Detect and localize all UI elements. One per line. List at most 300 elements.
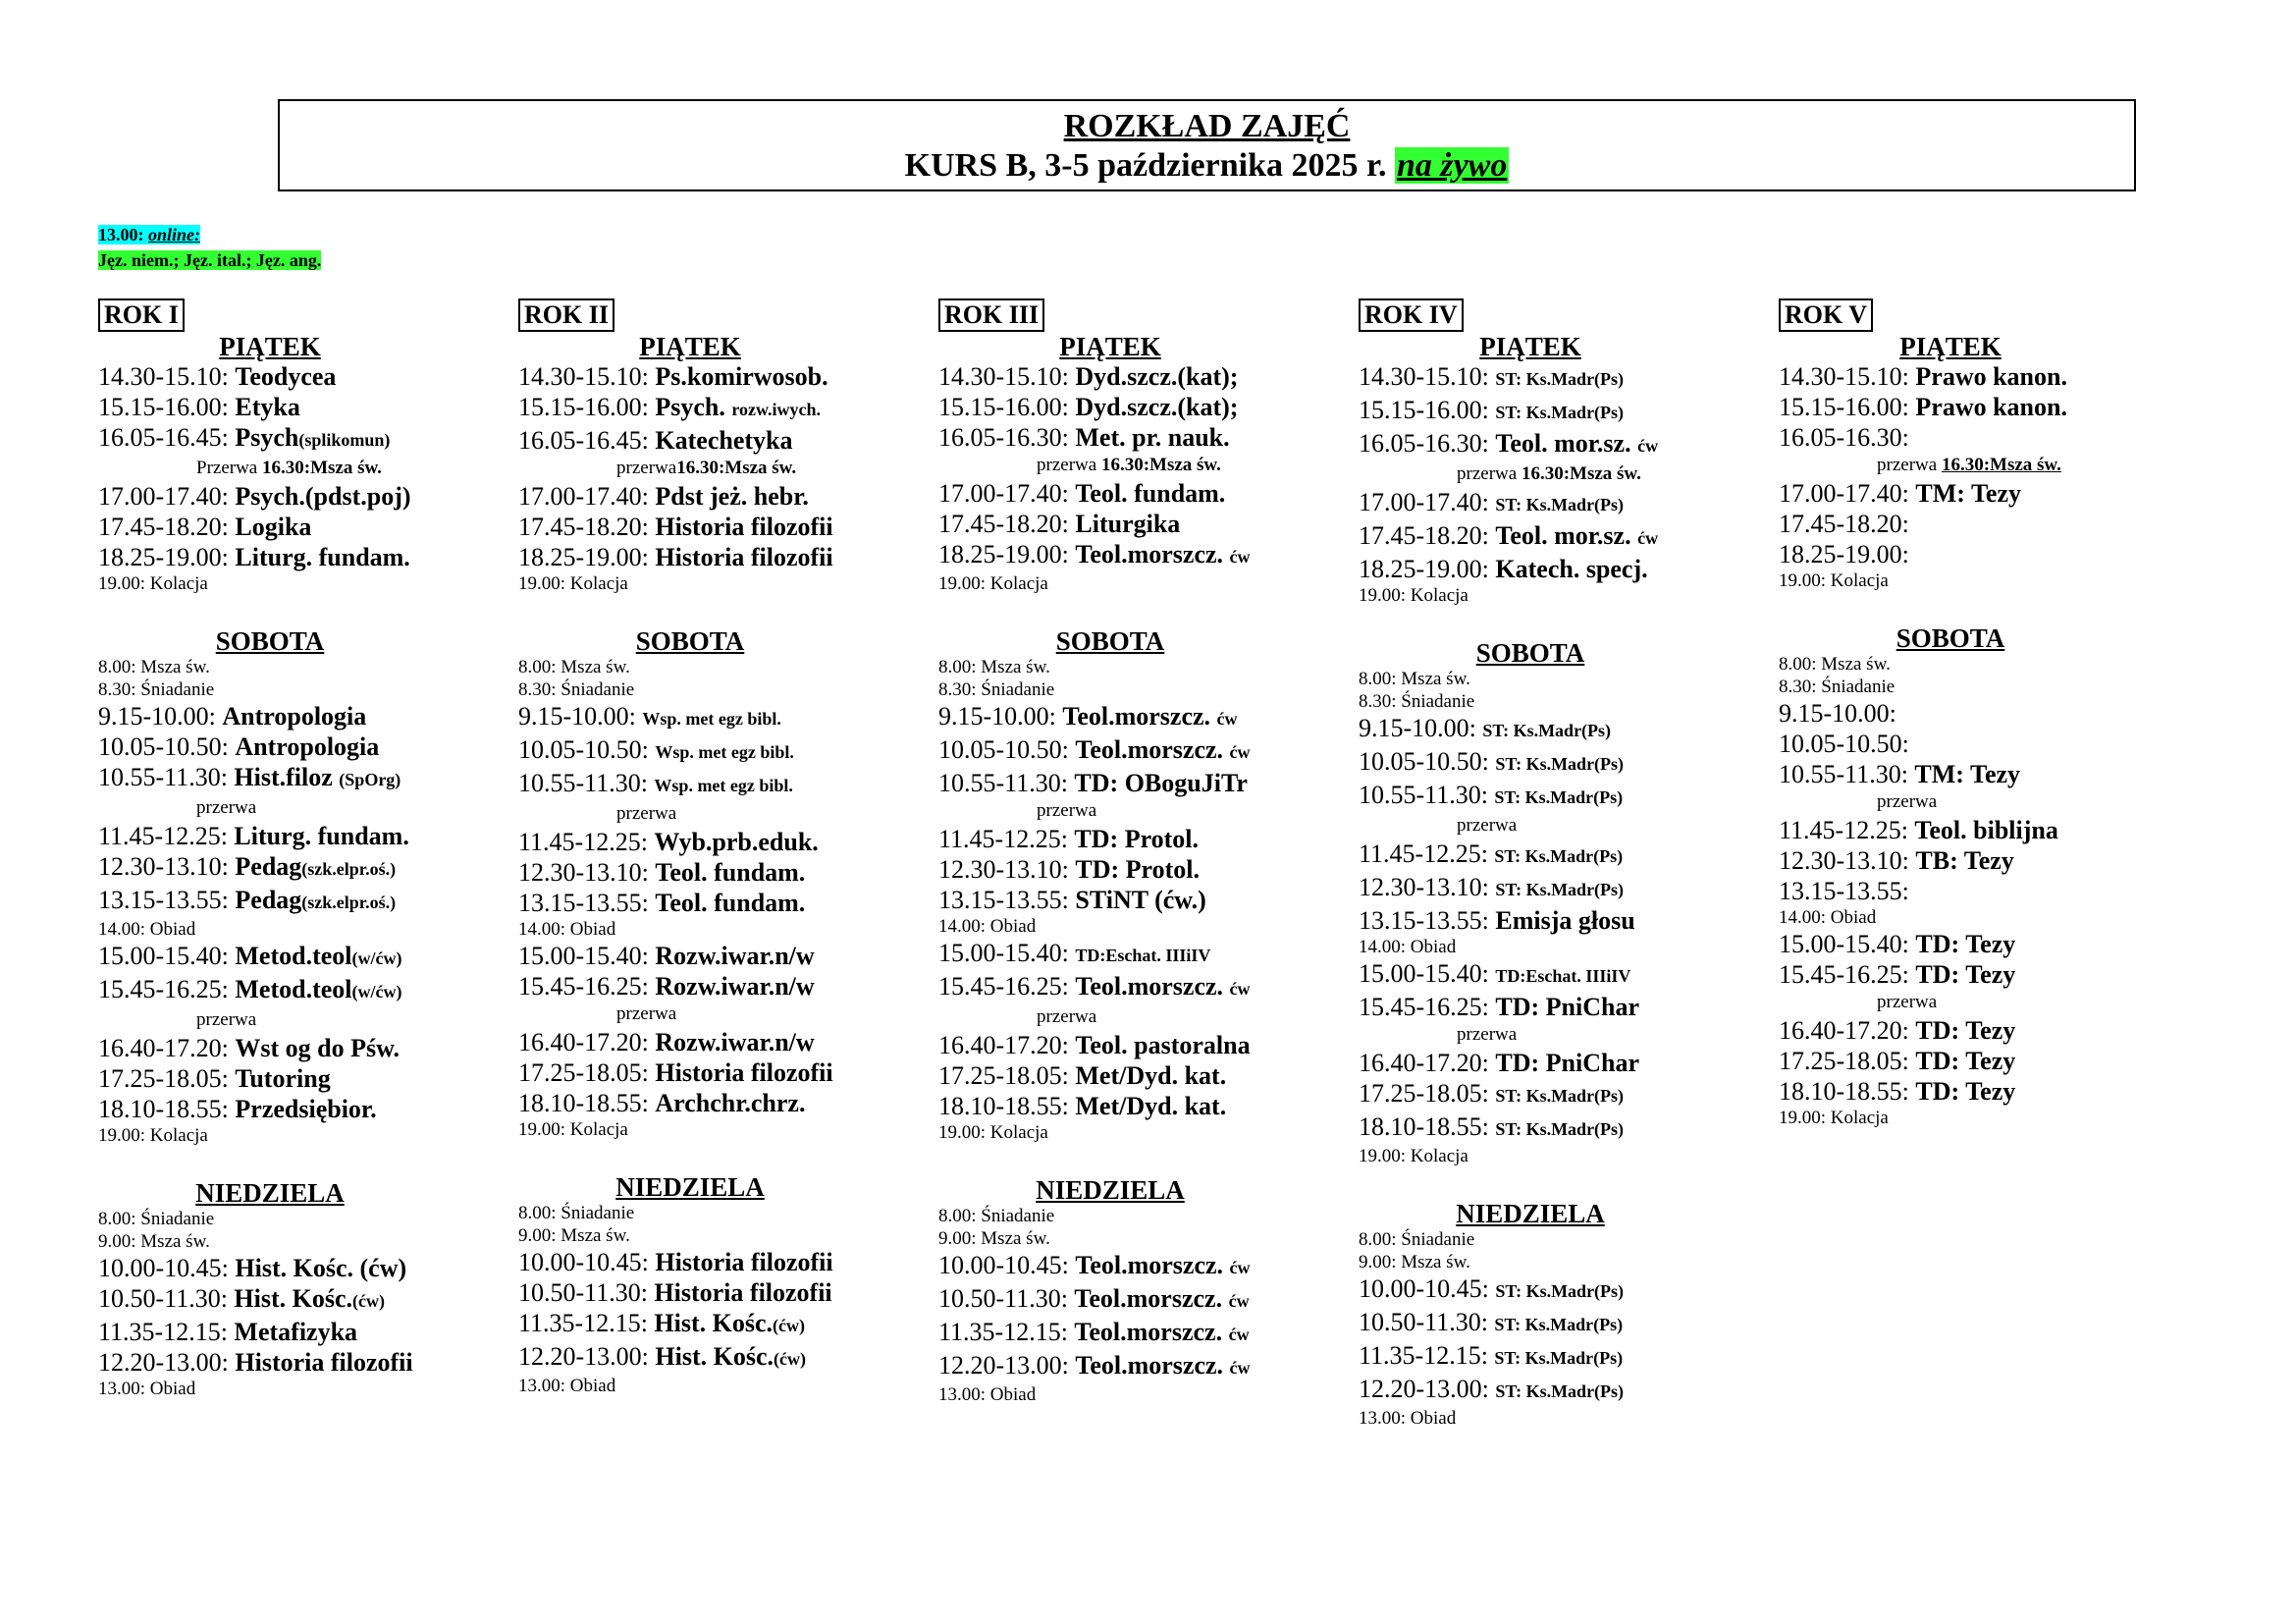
class-subject-detail: Wsp. met egz bibl. bbox=[654, 776, 793, 795]
class-time: 9.15-10.00: bbox=[1359, 714, 1483, 742]
class-time: 10.00-10.45: bbox=[1359, 1274, 1496, 1303]
schedule-row bbox=[938, 392, 1341, 422]
schedule-row bbox=[98, 731, 501, 762]
schedule-row bbox=[1359, 905, 1761, 936]
class-subject-detail: Wsp. met egz bibl. bbox=[642, 709, 781, 729]
class-subject-detail: ST: Ks.Madr(Ps) bbox=[1494, 1348, 1624, 1368]
schedule-row bbox=[98, 1094, 501, 1124]
schedule-row bbox=[1359, 746, 1761, 780]
day-heading: NIEDZIELA bbox=[195, 1178, 345, 1208]
class-time: 12.20-13.00: bbox=[98, 1348, 236, 1377]
class-time: 18.25-19.00: bbox=[518, 543, 656, 571]
day-heading: SOBOTA bbox=[1896, 623, 2005, 653]
class-subject: Hist. Kośc. (ćw) bbox=[235, 1254, 407, 1282]
class-subject: Rozw.iwar.n/w bbox=[655, 1028, 815, 1056]
class-subject-detail: TD:Eschat. IIIiIV bbox=[1495, 966, 1631, 986]
break-line bbox=[1359, 461, 1761, 487]
class-time: 18.25-19.00: bbox=[938, 540, 1076, 568]
schedule-row bbox=[938, 885, 1341, 915]
class-time: 17.00-17.40: bbox=[1359, 488, 1496, 516]
class-time: 17.00-17.40: bbox=[938, 479, 1076, 508]
subtitle-text: KURS B, 3-5 października 2025 r. bbox=[904, 147, 1395, 184]
schedule-row bbox=[98, 361, 501, 392]
class-time: 9.15-10.00: bbox=[938, 702, 1063, 731]
class-time: 10.05-10.50: bbox=[938, 735, 1076, 764]
class-subject: Liturgika bbox=[1075, 510, 1181, 538]
class-subject-detail: ćw bbox=[1637, 528, 1659, 548]
schedule-row bbox=[518, 827, 921, 857]
schedule-note: 19.00: Kolacja bbox=[938, 573, 1048, 594]
class-subject: TD: PniChar bbox=[1495, 1049, 1640, 1077]
class-time: 18.10-18.55: bbox=[938, 1092, 1076, 1120]
break-text: przerwa bbox=[196, 1009, 257, 1030]
schedule-row bbox=[938, 361, 1341, 392]
class-subject-detail: (szk.elpr.oś.) bbox=[301, 893, 397, 912]
schedule-row bbox=[938, 422, 1341, 453]
schedule-row bbox=[938, 854, 1341, 885]
column-rok-2 bbox=[518, 298, 921, 1397]
class-subject: Teodycea bbox=[235, 362, 337, 391]
class-time: 12.30-13.10: bbox=[1359, 873, 1496, 901]
schedule-row bbox=[1779, 929, 2181, 959]
schedule-row bbox=[1779, 422, 2181, 453]
class-time: 17.45-18.20: bbox=[518, 513, 656, 541]
schedule-row bbox=[1779, 1015, 2181, 1046]
class-subject: Teol. mor.sz. bbox=[1495, 521, 1638, 550]
class-subject: Teol.morszcz. bbox=[1075, 1351, 1230, 1380]
break-line bbox=[1779, 990, 2181, 1015]
schedule-row bbox=[938, 971, 1341, 1004]
class-subject: Teol.morszcz. bbox=[1075, 540, 1230, 568]
break-text: przerwa bbox=[1877, 791, 1938, 812]
schedule-note: 13.00: Obiad bbox=[518, 1376, 616, 1396]
class-subject: Katechetyka bbox=[655, 426, 793, 455]
schedule-row bbox=[1359, 839, 1761, 872]
class-subject: Teol. biblijna bbox=[1914, 816, 2058, 844]
class-subject-detail: ST: Ks.Madr(Ps) bbox=[1495, 1281, 1625, 1301]
class-subject: TB: Tezy bbox=[1915, 846, 2014, 875]
schedule-note: 14.00: Obiad bbox=[1359, 937, 1457, 957]
online-time-line bbox=[98, 225, 200, 244]
break-line bbox=[938, 453, 1341, 478]
class-subject: Rozw.iwar.n/w bbox=[655, 972, 815, 1001]
mass-note: 16.30:Msza św. bbox=[262, 458, 382, 478]
class-subject: Historia filozofii bbox=[655, 513, 833, 541]
class-subject: TD: OBoguJiTr bbox=[1074, 769, 1248, 797]
class-time: 10.50-11.30: bbox=[1359, 1308, 1495, 1336]
column-rok-4 bbox=[1359, 298, 1761, 1430]
class-subject-detail: (SpOrg) bbox=[339, 770, 401, 789]
class-subject-detail: ST: Ks.Madr(Ps) bbox=[1495, 403, 1625, 422]
day-spacer bbox=[518, 595, 921, 626]
break-line bbox=[98, 1007, 501, 1033]
class-subject-detail: ćw bbox=[1229, 979, 1251, 999]
class-time: 16.40-17.20: bbox=[518, 1028, 656, 1056]
schedule-note: 8.00: Śniadanie bbox=[518, 1203, 635, 1223]
class-subject: STiNT (ćw.) bbox=[1075, 886, 1206, 914]
schedule-note: 19.00: Kolacja bbox=[1779, 570, 1889, 591]
class-time: 11.35-12.15: bbox=[938, 1318, 1075, 1346]
class-time: 17.45-18.20: bbox=[98, 513, 236, 541]
schedule-note: 14.00: Obiad bbox=[1779, 907, 1877, 928]
schedule-note: 14.00: Obiad bbox=[938, 916, 1037, 937]
break-text: Przerwa bbox=[196, 458, 262, 478]
schedule-row bbox=[518, 971, 921, 1001]
class-time: 10.05-10.50: bbox=[1359, 747, 1496, 776]
class-subject: Logika bbox=[235, 513, 312, 541]
class-subject: Antropologia bbox=[222, 702, 367, 731]
class-subject: Katech. specj. bbox=[1495, 555, 1648, 583]
class-subject: Wyb.prb.eduk. bbox=[654, 828, 819, 856]
schedule-row bbox=[518, 1027, 921, 1057]
class-subject-detail: (ćw) bbox=[774, 1349, 806, 1369]
break-line bbox=[98, 456, 501, 481]
schedule-row bbox=[938, 1317, 1341, 1350]
class-time: 18.10-18.55: bbox=[98, 1095, 236, 1123]
class-time: 17.45-18.20: bbox=[1359, 521, 1496, 550]
class-time: 15.15-16.00: bbox=[938, 393, 1076, 421]
schedule-note: 19.00: Kolacja bbox=[1359, 1146, 1468, 1166]
schedule-row bbox=[98, 1033, 501, 1063]
schedule-row bbox=[1779, 698, 2181, 729]
break-text: przerwa bbox=[1457, 1024, 1518, 1045]
schedule-row bbox=[518, 481, 921, 512]
class-subject: Met. pr. nauk. bbox=[1075, 423, 1230, 452]
schedule-row bbox=[518, 512, 921, 542]
class-subject: Pdst jeż. hebr. bbox=[655, 482, 809, 511]
class-time: 11.35-12.15: bbox=[518, 1309, 655, 1337]
class-subject: Rozw.iwar.n/w bbox=[655, 942, 815, 970]
class-subject-detail: ST: Ks.Madr(Ps) bbox=[1495, 754, 1625, 774]
class-time: 17.45-18.20: bbox=[1779, 510, 1909, 538]
break-text: przerwa bbox=[1877, 455, 1942, 475]
schedule-note: 19.00: Kolacja bbox=[1779, 1108, 1889, 1128]
class-subject-detail: ćw bbox=[1229, 547, 1251, 567]
schedule-row bbox=[518, 1088, 921, 1118]
class-time: 18.10-18.55: bbox=[518, 1089, 656, 1117]
schedule-row bbox=[98, 821, 501, 851]
class-time: 14.30-15.10: bbox=[518, 362, 656, 391]
schedule-row bbox=[1359, 1078, 1761, 1111]
class-time: 15.00-15.40: bbox=[1779, 930, 1916, 958]
class-time: 12.30-13.10: bbox=[938, 855, 1076, 884]
class-time: 17.25-18.05: bbox=[518, 1058, 656, 1087]
class-subject: Teol. pastoralna bbox=[1075, 1031, 1251, 1059]
day-heading: SOBOTA bbox=[1475, 638, 1585, 668]
schedule-row bbox=[1359, 1374, 1761, 1407]
schedule-row bbox=[518, 768, 921, 801]
class-subject: Przedsiębior. bbox=[235, 1095, 377, 1123]
class-time: 17.00-17.40: bbox=[1779, 479, 1916, 508]
schedule-note: 8.00: Msza św. bbox=[1779, 654, 1891, 675]
schedule-row bbox=[938, 701, 1341, 734]
break-text: przerwa bbox=[1037, 455, 1101, 475]
schedule-row bbox=[1359, 1307, 1761, 1340]
class-subject: TD: Tezy bbox=[1915, 930, 2016, 958]
class-time: 15.15-16.00: bbox=[98, 393, 236, 421]
class-time: 16.40-17.20: bbox=[938, 1031, 1076, 1059]
break-text: przerwa bbox=[1457, 815, 1518, 836]
schedule-row bbox=[518, 1277, 921, 1308]
class-time: 10.50-11.30: bbox=[518, 1278, 655, 1307]
schedule-row bbox=[938, 478, 1341, 509]
schedule-row bbox=[1359, 958, 1761, 992]
schedule-row bbox=[938, 1030, 1341, 1060]
class-subject: Teol.morszcz. bbox=[1075, 972, 1230, 1001]
class-subject: Teol.morszcz. bbox=[1075, 1251, 1230, 1279]
schedule-row bbox=[518, 1057, 921, 1088]
class-time: 10.55-11.30: bbox=[938, 769, 1075, 797]
class-subject: Pedag bbox=[235, 886, 302, 914]
schedule-row bbox=[1359, 520, 1761, 554]
break-text: przerwa bbox=[1037, 800, 1097, 821]
class-time: 10.00-10.45: bbox=[938, 1251, 1076, 1279]
year-label: ROK I bbox=[98, 298, 185, 332]
class-subject-detail: ćw bbox=[1228, 1325, 1250, 1344]
class-time: 11.45-12.25: bbox=[518, 828, 655, 856]
live-badge: na żywo bbox=[1396, 147, 1508, 184]
schedule-row bbox=[938, 1283, 1341, 1317]
schedule-note: 19.00: Kolacja bbox=[98, 1125, 208, 1146]
schedule-row bbox=[1779, 845, 2181, 876]
class-time: 10.55-11.30: bbox=[98, 763, 235, 791]
year-label: ROK IV bbox=[1359, 298, 1464, 332]
schedule-row bbox=[518, 1308, 921, 1341]
schedule-row bbox=[938, 1350, 1341, 1383]
break-line bbox=[98, 795, 501, 821]
schedule-row bbox=[1779, 478, 2181, 509]
class-subject: Teol. fundam. bbox=[1075, 479, 1226, 508]
day-heading: PIĄTEK bbox=[639, 332, 741, 361]
class-subject-detail: (szk.elpr.oś.) bbox=[301, 859, 397, 879]
class-time: 16.05-16.30: bbox=[1779, 423, 1909, 452]
day-heading: NIEDZIELA bbox=[1456, 1199, 1605, 1228]
schedule-row bbox=[1359, 554, 1761, 584]
class-time: 14.30-15.10: bbox=[1359, 362, 1496, 391]
schedule-row bbox=[1359, 487, 1761, 520]
class-time: 16.05-16.45: bbox=[518, 426, 656, 455]
class-subject: Prawo kanon. bbox=[1915, 393, 2067, 421]
class-time: 15.00-15.40: bbox=[1359, 959, 1496, 988]
class-subject: Teol.morszcz. bbox=[1074, 1318, 1229, 1346]
schedule-row bbox=[1359, 1048, 1761, 1078]
break-line bbox=[1779, 789, 2181, 815]
year-label: ROK V bbox=[1779, 298, 1873, 332]
class-time: 12.20-13.00: bbox=[518, 1342, 656, 1371]
class-subject-detail: ST: Ks.Madr(Ps) bbox=[1495, 880, 1625, 899]
mass-note: 16.30:Msza św. bbox=[1521, 463, 1641, 484]
schedule-row bbox=[98, 701, 501, 731]
class-subject-detail: ST: Ks.Madr(Ps) bbox=[1494, 846, 1624, 866]
schedule-row bbox=[98, 1317, 501, 1347]
break-line bbox=[938, 1004, 1341, 1030]
class-time: 16.05-16.30: bbox=[1359, 429, 1496, 458]
schedule-note: 8.00: Msza św. bbox=[1359, 669, 1470, 689]
class-subject-detail: ćw bbox=[1229, 1258, 1251, 1277]
schedule-row bbox=[518, 701, 921, 734]
schedule-row bbox=[98, 974, 501, 1007]
day-spacer bbox=[1359, 607, 1761, 638]
schedule-row bbox=[98, 1063, 501, 1094]
class-time: 17.45-18.20: bbox=[938, 510, 1076, 538]
class-subject-detail: ST: Ks.Madr(Ps) bbox=[1495, 1086, 1625, 1106]
day-spacer bbox=[98, 1147, 501, 1178]
schedule-row bbox=[1359, 1340, 1761, 1374]
schedule-note: 8.00: Msza św. bbox=[938, 657, 1050, 677]
class-subject: TM: Tezy bbox=[1914, 760, 2021, 788]
class-time: 10.05-10.50: bbox=[1779, 730, 1909, 758]
class-subject-detail: (w/ćw) bbox=[351, 948, 402, 968]
schedule-row bbox=[518, 888, 921, 918]
class-subject: Hist. Kośc. bbox=[654, 1309, 774, 1337]
schedule-row bbox=[938, 938, 1341, 971]
schedule-row bbox=[1359, 428, 1761, 461]
schedule-row bbox=[1779, 509, 2181, 539]
schedule-row bbox=[938, 1250, 1341, 1283]
class-time: 9.15-10.00: bbox=[518, 702, 643, 731]
class-time: 16.40-17.20: bbox=[1359, 1049, 1496, 1077]
schedule-row bbox=[1779, 361, 2181, 392]
schedule-note: 9.00: Msza św. bbox=[938, 1228, 1050, 1249]
schedule-note: 8.00: Śniadanie bbox=[938, 1206, 1055, 1226]
class-subject: Hist. Kośc. bbox=[234, 1284, 353, 1313]
schedule-row bbox=[518, 425, 921, 456]
day-heading: PIĄTEK bbox=[1479, 332, 1581, 361]
class-time: 15.45-16.25: bbox=[518, 972, 656, 1001]
class-time: 15.00-15.40: bbox=[938, 939, 1076, 967]
schedule-row bbox=[518, 361, 921, 392]
column-rok-3 bbox=[938, 298, 1341, 1406]
schedule-row bbox=[98, 885, 501, 918]
day-heading: SOBOTA bbox=[635, 626, 745, 656]
class-time: 10.00-10.45: bbox=[518, 1248, 656, 1276]
schedule-note: 9.00: Msza św. bbox=[518, 1225, 630, 1246]
class-time: 17.25-18.05: bbox=[98, 1064, 236, 1093]
schedule-row bbox=[1359, 992, 1761, 1022]
schedule-note: 19.00: Kolacja bbox=[98, 573, 208, 594]
class-time: 18.25-19.00: bbox=[98, 543, 236, 571]
class-subject: Teol.morszcz. bbox=[1075, 735, 1230, 764]
class-subject: TD: PniChar bbox=[1495, 993, 1640, 1021]
class-subject-detail: ST: Ks.Madr(Ps) bbox=[1494, 787, 1624, 807]
schedule-row bbox=[1779, 815, 2181, 845]
mass-note: 16.30:Msza św. bbox=[1941, 455, 2061, 475]
class-time: 18.10-18.55: bbox=[1359, 1112, 1496, 1141]
schedule-row bbox=[518, 734, 921, 768]
class-time: 15.15-16.00: bbox=[1359, 396, 1496, 424]
class-subject: Historia filozofii bbox=[235, 1348, 413, 1377]
class-subject: TD: Protol. bbox=[1075, 855, 1201, 884]
class-time: 15.00-15.40: bbox=[98, 942, 236, 970]
class-subject: Psych.(pdst.poj) bbox=[235, 482, 411, 511]
schedule-note: 8.30: Śniadanie bbox=[1779, 677, 1896, 697]
class-time: 16.05-16.45: bbox=[98, 423, 236, 452]
day-spacer bbox=[1779, 592, 2181, 623]
class-subject: Hist.filoz bbox=[234, 763, 340, 791]
class-time: 13.15-13.55: bbox=[98, 886, 236, 914]
mass-note: 16.30:Msza św. bbox=[676, 458, 797, 478]
class-subject: Teol.morszcz. bbox=[1074, 1284, 1229, 1313]
class-subject: Historia filozofii bbox=[655, 1248, 833, 1276]
break-text: przerwa bbox=[616, 1003, 677, 1024]
schedule-note: 9.00: Msza św. bbox=[98, 1231, 210, 1252]
class-subject: TD: Tezy bbox=[1915, 1047, 2016, 1075]
class-subject-detail: ćw bbox=[1637, 436, 1659, 456]
class-time: 11.45-12.25: bbox=[1779, 816, 1915, 844]
class-time: 15.15-16.00: bbox=[518, 393, 656, 421]
class-subject: Tutoring bbox=[235, 1064, 331, 1093]
class-subject: Liturg. fundam. bbox=[235, 543, 410, 571]
schedule-row bbox=[938, 1060, 1341, 1091]
schedule-row bbox=[98, 422, 501, 456]
class-subject: Psych. bbox=[655, 393, 732, 421]
day-heading: NIEDZIELA bbox=[1036, 1175, 1185, 1205]
schedule-row bbox=[1359, 361, 1761, 395]
class-subject-detail: (w/ćw) bbox=[351, 982, 402, 1001]
schedule-row bbox=[938, 539, 1341, 572]
schedule-row bbox=[518, 1341, 921, 1375]
class-subject: Metod.teol bbox=[235, 975, 352, 1003]
online-time: 13.00: bbox=[98, 225, 148, 244]
class-subject-detail: ST: Ks.Madr(Ps) bbox=[1494, 1315, 1624, 1334]
class-time: 10.55-11.30: bbox=[518, 769, 655, 797]
schedule-row bbox=[98, 1253, 501, 1283]
schedule-note: 9.00: Msza św. bbox=[1359, 1252, 1470, 1272]
schedule-note: 8.30: Śniadanie bbox=[518, 679, 635, 700]
break-line bbox=[1359, 1022, 1761, 1048]
day-spacer bbox=[938, 595, 1341, 626]
class-time: 15.15-16.00: bbox=[1779, 393, 1916, 421]
schedule-row bbox=[98, 1347, 501, 1378]
class-time: 17.25-18.05: bbox=[938, 1061, 1076, 1090]
class-subject: Hist. Kośc. bbox=[655, 1342, 774, 1371]
year-label: ROK III bbox=[938, 298, 1044, 332]
break-line bbox=[518, 1001, 921, 1027]
schedule-row bbox=[1359, 395, 1761, 428]
break-text: przerwa bbox=[196, 797, 257, 818]
class-time: 12.20-13.00: bbox=[938, 1351, 1076, 1380]
schedule-row bbox=[98, 392, 501, 422]
class-subject-detail: ST: Ks.Madr(Ps) bbox=[1482, 721, 1612, 740]
class-time: 11.45-12.25: bbox=[1359, 839, 1495, 868]
class-subject: Met/Dyd. kat. bbox=[1075, 1092, 1227, 1120]
online-note bbox=[98, 222, 321, 273]
class-time: 15.45-16.25: bbox=[98, 975, 236, 1003]
class-time: 10.55-11.30: bbox=[1779, 760, 1915, 788]
page-subtitle bbox=[280, 146, 2134, 186]
break-line bbox=[1779, 453, 2181, 478]
schedule-note: 8.00: Śniadanie bbox=[1359, 1229, 1475, 1250]
schedule-note: 13.00: Obiad bbox=[1359, 1408, 1457, 1429]
class-subject: TM: Tezy bbox=[1915, 479, 2021, 508]
schedule-note: 8.00: Msza św. bbox=[98, 657, 210, 677]
class-subject-detail: ćw bbox=[1228, 1291, 1250, 1311]
schedule-row bbox=[1779, 959, 2181, 990]
schedule-row bbox=[98, 762, 501, 795]
class-time: 10.55-11.30: bbox=[1359, 781, 1495, 809]
class-time: 10.50-11.30: bbox=[98, 1284, 235, 1313]
schedule-note: 19.00: Kolacja bbox=[938, 1122, 1048, 1143]
schedule-note: 19.00: Kolacja bbox=[1359, 585, 1468, 606]
class-subject: Emisja głosu bbox=[1495, 906, 1635, 935]
class-subject: Historia filozofii bbox=[654, 1278, 832, 1307]
class-time: 14.30-15.10: bbox=[98, 362, 236, 391]
class-subject: Metod.teol bbox=[235, 942, 352, 970]
schedule-note: 13.00: Obiad bbox=[938, 1384, 1037, 1405]
schedule-row bbox=[518, 1247, 921, 1277]
class-time: 11.35-12.15: bbox=[1359, 1341, 1495, 1370]
class-subject: Wst og do Pśw. bbox=[235, 1034, 400, 1062]
